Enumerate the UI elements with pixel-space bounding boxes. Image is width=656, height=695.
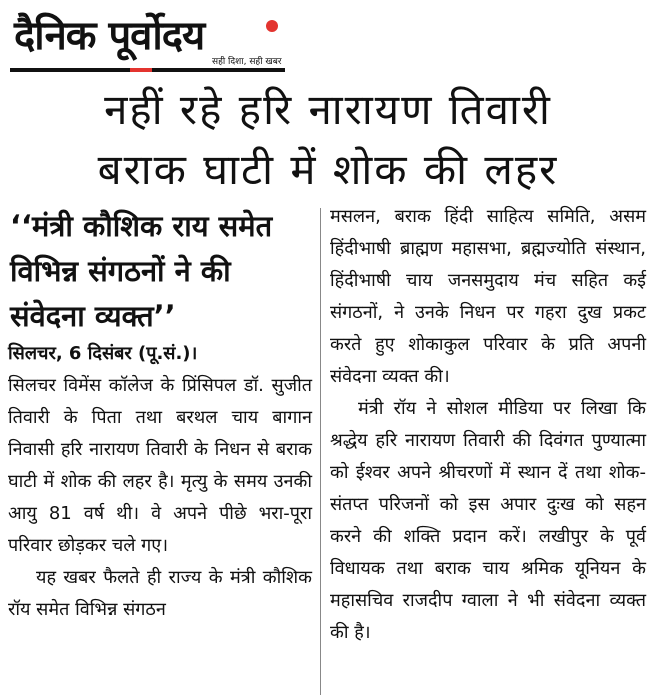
article-paragraph-2: यह खबर फैलते ही राज्य के मंत्री कौशिक रॉय समेत विभिन्न संगठन: [8, 567, 312, 620]
headline-line-1: नहीं रहे हरि नारायण तिवारी: [104, 85, 552, 134]
column-divider: [320, 208, 321, 695]
article-paragraph-4: मंत्री रॉय ने सोशल मीडिया पर लिखा कि श्रद्धेय हरि नारायण तिवारी की दिवंगत पुण्यात्मा को ईश्वर अपने श्रीचरणों में स्थान दें तथा शोक-संतप्त परिजनों को इस अपार दुःख को सहन करने की शक्ति प्रदान करें। लखीपुर के पूर्व विधायक तथा बराक चाय श्रमिक यूनियन के महासचिव राजदीप ग्वाला ने भी संवेदना व्यक्त की है।: [330, 398, 646, 643]
newspaper-logo: दैनिक पूर्वोदय: [14, 13, 205, 59]
headline-line-2: बराक घाटी में शोक की लहर: [97, 145, 559, 194]
article-paragraph-3: मसलन, बराक हिंदी साहित्य समिति, असम हिंदीभाषी ब्राह्मण महासभा, ब्रह्मज्योति संस्थान, हिंदीभाषी चाय जनसमुदाय मंच सहित कई संगठनों, ने उनके निधन पर गहरा दुख प्रकट करते हुए शोकाकुल परिवार के प्रति अपनी संवेदना व्यक्त की।: [330, 206, 646, 387]
dateline: सिलचर, 6 दिसंबर (पू.सं.)।: [8, 343, 198, 364]
tagline: सही दिशा, सही खबर: [212, 57, 282, 67]
article-column-right: [330, 201, 646, 649]
logo-dot-icon: [266, 20, 278, 32]
article-column-left: [8, 338, 312, 626]
masthead-accent-rule: [130, 68, 152, 72]
article-paragraph-1: सिलचर विमेंस कॉलेज के प्रिंसिपल डॉ. सुजीत तिवारी के पिता तथा बरथल चाय बागान निवासी हरि नारायण तिवारी के निधन से बराक घाटी में शोक की लहर है। मृत्यु के समय उनकी आयु 81 वर्ष थी। वे अपने पीछे भरा-पूरा परिवार छोड़कर चले गए।: [8, 375, 312, 556]
masthead: [10, 4, 300, 74]
subheadline: ‘‘मंत्री कौशिक राय समेत विभिन्न संगठनों ने की संवेदना व्यक्त’’: [10, 209, 273, 333]
